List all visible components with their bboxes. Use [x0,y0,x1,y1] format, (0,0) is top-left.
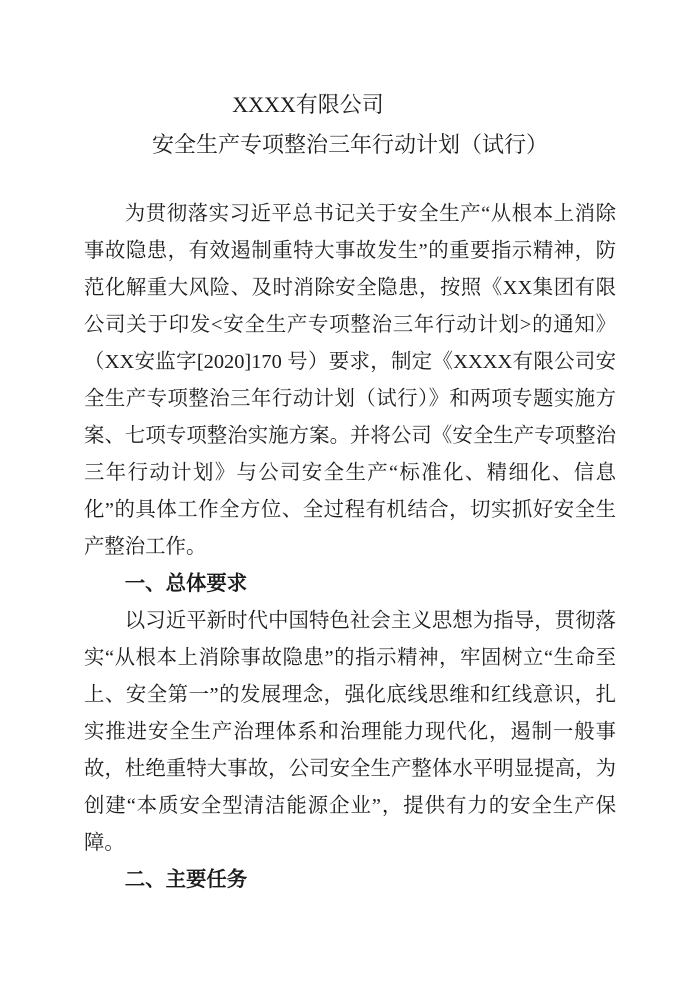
document-body [84,196,616,899]
section-heading-main-tasks: 二、主要任务 [124,869,248,891]
document-header [84,85,616,165]
document-subtitle: 安全生产专项整治三年行动计划（试行） [151,132,548,157]
paragraph-overall-requirements: 以习近平新时代中国特色社会主义思想为指导，贯彻落实“从根本上消除事故隐患”的指示精神，牢固树立“生命至上、安全第一”的发展理念，强化底线思维和红线意识，扎实推进安全生产治理体系和治理能力现代化，遏制一般事故，杜绝重特大事故，公司安全生产整体水平明显提高，为创建“本质安全型清洁能源企业”，提供有力的安全生产保障。 [84,610,616,854]
paragraph-intro: 为贯彻落实习近平总书记关于安全生产“从根本上消除事故隐患，有效遏制重特大事故发生”的重要指示精神，防范化解重大风险、及时消除安全隐患，按照《XX集团有限公司关于印发<安全生产专项整治三年行动计划>的通知》（XX安监字[2020]170 号）要求，制定《XXXX有限公司安全生产专项整治三年行动计划（试行）》和两项专题实施方案、七项专项整治实施方案。并将公司《安全生产专项整治三年行动计划》与公司安全生产“标准化、精细化、信息化”的具体工作全方位、全过程有机结合，切实抓好安全生产整治工作。 [84,203,616,558]
section-heading-overall-requirements: 一、总体要求 [124,573,248,595]
document-title: XXXX有限公司 [232,92,384,117]
